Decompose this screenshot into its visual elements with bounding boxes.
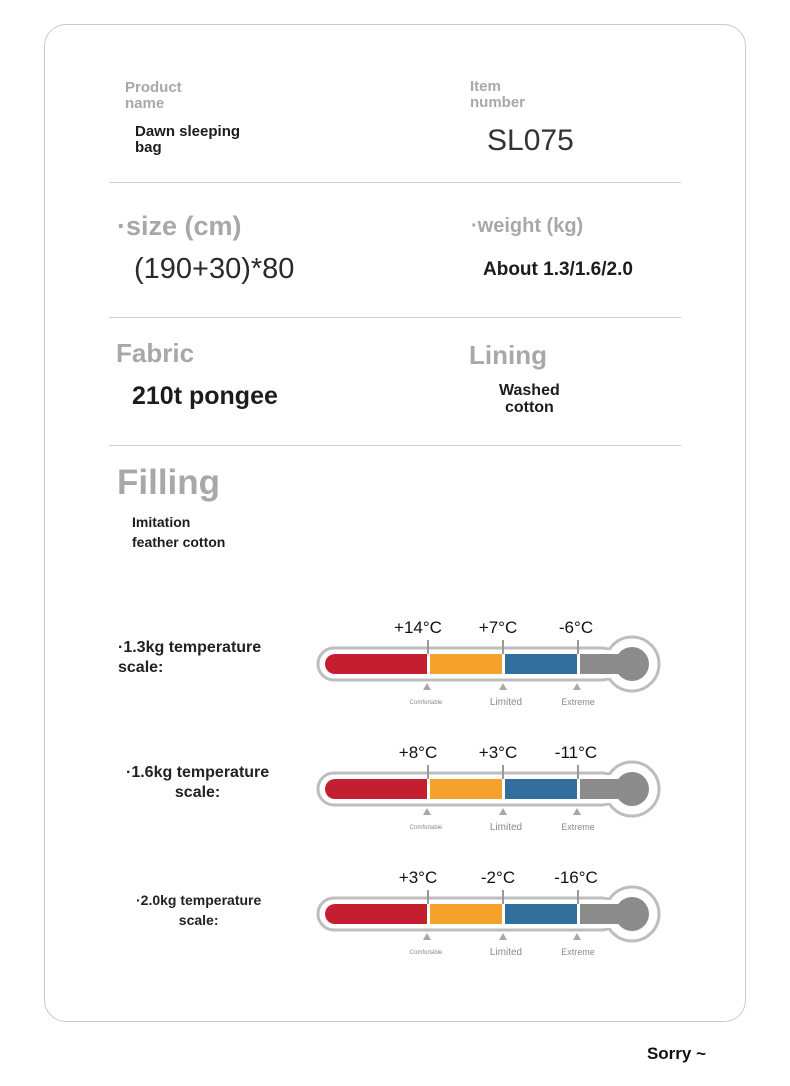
limited-segment bbox=[430, 904, 502, 924]
divider-3 bbox=[109, 445, 681, 446]
temp-comfortable: +8°C bbox=[398, 743, 438, 762]
comfortable-segment-fill bbox=[360, 654, 427, 674]
comfortable-segment-fill bbox=[360, 904, 427, 924]
divider-2 bbox=[109, 317, 681, 318]
tick-arrow bbox=[573, 933, 581, 940]
tick-arrow bbox=[423, 683, 431, 690]
thermometer-bulb bbox=[615, 897, 649, 931]
tick-label-extreme: Extreme bbox=[561, 822, 595, 832]
thermometer-bulb bbox=[615, 772, 649, 806]
limited-segment bbox=[430, 654, 502, 674]
weight-label: ·weight (kg) bbox=[471, 215, 584, 237]
temp-limited: -2°C bbox=[480, 868, 516, 887]
temp-extreme: -16°C bbox=[554, 868, 598, 887]
filling-label: Filling bbox=[117, 463, 221, 502]
temp-limited: +3°C bbox=[478, 743, 518, 762]
extreme-segment bbox=[505, 654, 577, 674]
scale-title: ·1.6kg temperature scale: bbox=[126, 764, 270, 801]
tick-label-comfortable: Comfortable bbox=[409, 825, 443, 831]
tick-label-limited: Limited bbox=[489, 697, 523, 708]
size-value: (190+30)*80 bbox=[134, 253, 295, 285]
fabric-label: Fabric bbox=[116, 338, 195, 368]
tick-label-extreme: Extreme bbox=[561, 697, 595, 707]
item-number-label: Item number bbox=[470, 78, 526, 111]
scale-title: ·2.0kg temperature scale: bbox=[136, 892, 262, 928]
tick-label-comfortable: Comfortable bbox=[409, 700, 443, 706]
temp-limited: +7°C bbox=[478, 618, 518, 637]
extreme-segment bbox=[505, 904, 577, 924]
weight-value: About 1.3/1.6/2.0 bbox=[483, 259, 633, 280]
temp-extreme: -6°C bbox=[558, 618, 594, 637]
temp-comfortable: +3°C bbox=[398, 868, 438, 887]
lining-label: Lining bbox=[469, 340, 547, 370]
item-number-value: SL075 bbox=[487, 124, 574, 157]
tick-label-comfortable: Comfortable bbox=[409, 950, 443, 956]
tick-arrow bbox=[573, 683, 581, 690]
size-label: ·size (cm) bbox=[117, 211, 242, 241]
tick-arrow bbox=[499, 683, 507, 690]
product-name-label: Product name bbox=[125, 79, 182, 112]
limited-segment bbox=[430, 779, 502, 799]
thermometer-graphic bbox=[0, 884, 790, 954]
tick-arrow bbox=[499, 808, 507, 815]
comfortable-segment-fill bbox=[360, 779, 427, 799]
extreme-segment bbox=[505, 779, 577, 799]
tick-arrow bbox=[573, 808, 581, 815]
thermometer-graphic bbox=[0, 634, 790, 704]
divider-1 bbox=[109, 182, 681, 183]
scale-title: ·1.3kg temperature scale: bbox=[118, 639, 262, 676]
tick-arrow bbox=[499, 933, 507, 940]
tick-label-limited: Limited bbox=[489, 947, 523, 958]
thermometer-bulb bbox=[615, 647, 649, 681]
fabric-value: 210t pongee bbox=[132, 382, 278, 410]
temp-comfortable: +14°C bbox=[394, 618, 442, 637]
footer-note: Sorry ~ bbox=[646, 1044, 706, 1063]
product-name-value: Dawn sleeping bag bbox=[135, 123, 241, 156]
temp-extreme: -11°C bbox=[554, 743, 598, 762]
tick-label-limited: Limited bbox=[489, 822, 523, 833]
tick-label-extreme: Extreme bbox=[561, 947, 595, 957]
tick-arrow bbox=[423, 933, 431, 940]
tick-arrow bbox=[423, 808, 431, 815]
lining-value: Washed cotton bbox=[499, 382, 560, 416]
filling-value: Imitation feather cotton bbox=[132, 514, 226, 550]
thermometer-graphic bbox=[0, 759, 790, 829]
